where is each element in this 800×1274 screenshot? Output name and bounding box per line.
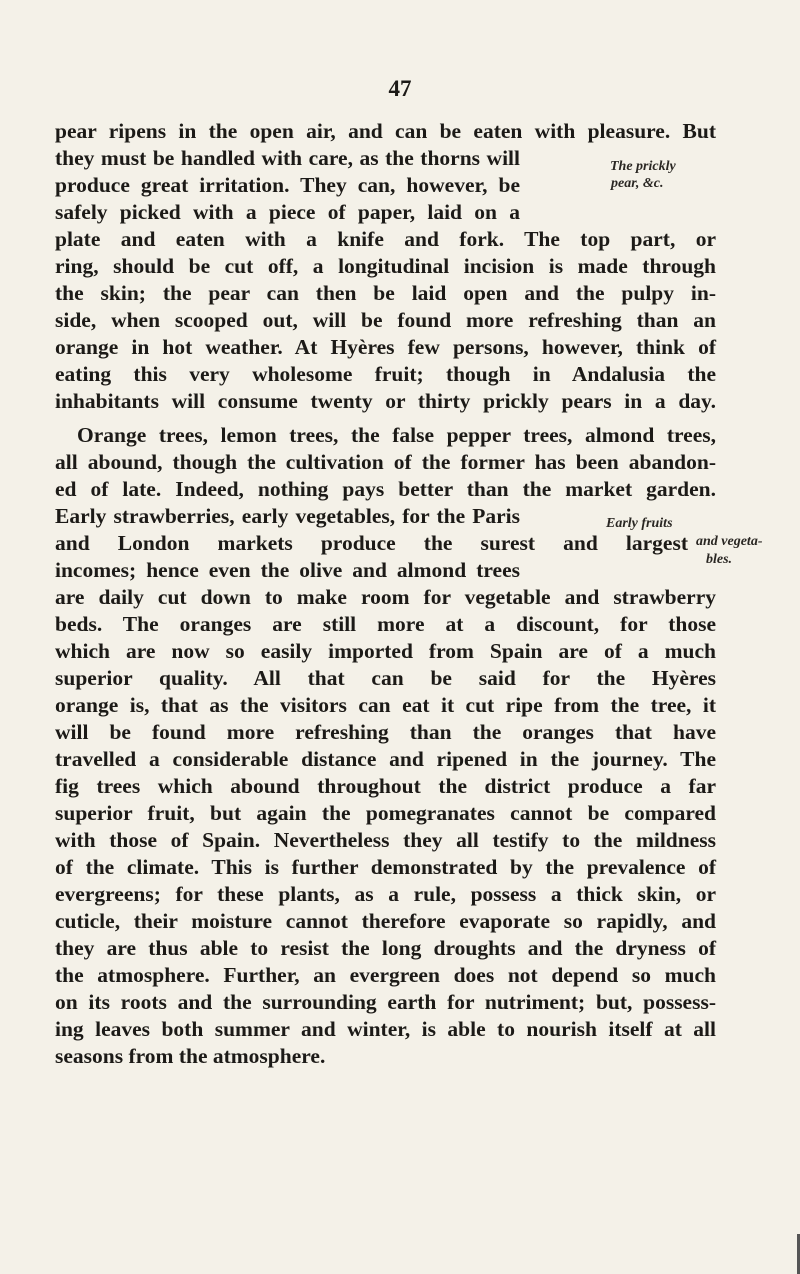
text-line: evergreens; for these plants, as a rule, possess a thick skin, or (55, 882, 716, 906)
text-line: on its roots and the surrounding earth for nutriment; but, possess- (55, 990, 716, 1014)
margin-note-line: bles. (706, 552, 733, 567)
margin-note-line: pear, &c. (611, 176, 664, 191)
text-line: of the climate. This is further demonstrated by the prevalence of (55, 855, 716, 879)
text-line: and London markets produce the surest and largest (55, 531, 688, 555)
text-line: with those of Spain. Nevertheless they all testify to the mildness (55, 828, 716, 852)
text-line: produce great irritation. They can, however, be (55, 173, 520, 197)
text-line: they are thus able to resist the long droughts and the dryness of (55, 936, 716, 960)
text-line: Early strawberries, early vegetables, for the Paris (55, 504, 520, 528)
text-line: incomes; hence even the olive and almond trees (55, 558, 520, 582)
text-line: the atmosphere. Further, an evergreen does not depend so much (55, 963, 716, 987)
text-line: side, when scooped out, will be found more refreshing than an (55, 308, 716, 332)
text-line: superior fruit, but again the pomegranates cannot be compared (55, 801, 716, 825)
text-line: all abound, though the cultivation of the former has been abandon- (55, 450, 716, 474)
text-line: ing leaves both summer and winter, is able to nourish itself at all (55, 1017, 716, 1041)
text-line: inhabitants will consume twenty or thirty prickly pears in a day. (55, 389, 716, 413)
text-line: safely picked with a piece of paper, laid on a (55, 200, 520, 224)
text-line: travelled a considerable distance and ripened in the journey. The (55, 747, 716, 771)
margin-note-line: and vegeta- (696, 534, 763, 549)
text-line: beds. The oranges are still more at a discount, for those (55, 612, 716, 636)
text-line: ed of late. Indeed, nothing pays better than the market garden. (55, 477, 716, 501)
text-line: orange is, that as the visitors can eat it cut ripe from the tree, it (55, 693, 716, 717)
text-line: fig trees which abound throughout the district produce a far (55, 774, 716, 798)
text-line: are daily cut down to make room for vegetable and strawberry (55, 585, 716, 609)
text-line: superior quality. All that can be said for the Hyères (55, 666, 716, 690)
text-line: plate and eaten with a knife and fork. The top part, or (55, 227, 716, 251)
margin-note-line: Early fruits (606, 516, 673, 531)
text-line: ring, should be cut off, a longitudinal incision is made through (55, 254, 716, 278)
text-line: seasons from the atmosphere. (55, 1044, 326, 1068)
text-line: eating this very wholesome fruit; though in Andalusia the (55, 362, 716, 386)
text-line: pear ripens in the open air, and can be eaten with pleasure. But (55, 119, 716, 143)
text-line: orange in hot weather. At Hyères few persons, however, think of (55, 335, 716, 359)
text-line: will be found more refreshing than the oranges that have (55, 720, 716, 744)
page-number: 47 (388, 76, 412, 101)
text-line: Orange trees, lemon trees, the false pepper trees, almond trees, (77, 423, 716, 447)
text-line: they must be handled with care, as the thorns will (55, 146, 520, 170)
text-line: the skin; the pear can then be laid open and the pulpy in- (55, 281, 716, 305)
margin-note-line: The prickly (610, 159, 676, 174)
text-line: which are now so easily imported from Spain are of a much (55, 639, 716, 663)
text-line: cuticle, their moisture cannot therefore evaporate so rapidly, and (55, 909, 716, 933)
